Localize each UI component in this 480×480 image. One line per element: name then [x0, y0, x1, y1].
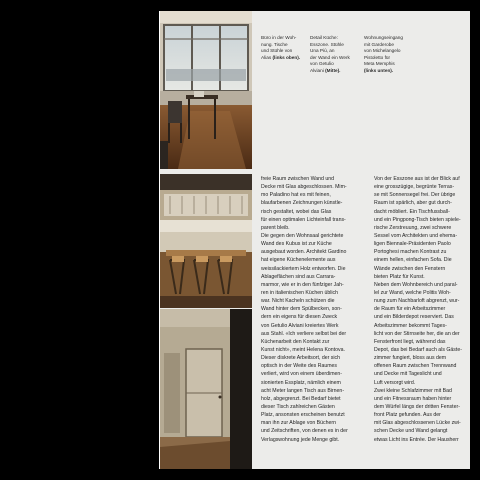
- kitchen-photo-image: [160, 174, 252, 308]
- body-text-line: hat eigene Küchenelemente aus: [261, 257, 336, 264]
- body-text-line: dem Würfel längs der dritten Fenster-: [374, 403, 460, 410]
- body-text-line: mo Paladino hat es mit feinen,: [261, 192, 331, 199]
- caption-office-text: Büro in der Woh- nung. Tische und Stühle von Alias: [261, 35, 297, 60]
- body-text-line: ligen Biennale-Präsidenten Paolo: [374, 241, 451, 248]
- caption-office: [261, 35, 305, 61]
- body-text-line: sionierten Essplatz, nämlich einem: [261, 379, 341, 386]
- body-text-line: bieten Platz für Kunst.: [374, 273, 425, 280]
- body-text-line: Portoghesi machen Kontrast zu: [374, 249, 447, 256]
- body-text-line: Arbeitszimmer bekommt Tages-: [374, 322, 447, 329]
- body-text-line: dieser Tisch zahlreichen Gästen: [261, 403, 335, 410]
- body-text-line: Von der Esszone aus ist der Blick auf: [374, 176, 460, 182]
- body-text-line: ausgebaut worden. Architekt Gardino: [261, 249, 347, 256]
- body-text-line: Decke mit Glas abgeschlossen. Mim-: [261, 184, 347, 191]
- body-text-line: Küchenarbeit den Kontakt zur: [261, 338, 330, 345]
- body-text-line: eine grosszügige, begrünte Terras-: [374, 184, 455, 191]
- magazine-page: [159, 11, 470, 469]
- caption-kitchen: [310, 35, 358, 74]
- body-text-line: rische Zerstreuung, zwei schwere: [374, 224, 452, 231]
- body-text-line: Die gegen den Wohnsaal gerichtete: [261, 232, 344, 239]
- body-text-line: und ein Bilderdepot reserviert. Das: [374, 314, 454, 321]
- body-text-line: holz, abgegrenzt. Bei Bedarf bietet: [261, 395, 341, 402]
- body-text-line: aus Stahl. «Ich verliere selbst bei der: [261, 330, 347, 337]
- body-text-line: und ein Pingpong-Tisch bieten spiele-: [374, 216, 461, 223]
- body-text-line: Fensterfront liegt, während das: [374, 338, 446, 345]
- caption-office-position: (links oben).: [272, 54, 301, 60]
- body-text-line: Kunst nicht», meint Helena Kontova.: [261, 346, 345, 353]
- body-text-line: schen Decke und Wand gelangt: [374, 428, 448, 435]
- body-text-line: Verlagswohnung jede Menge gibt.: [261, 436, 340, 443]
- body-text-line: nung zum Nachbarloft abgrenzt, wur-: [374, 298, 460, 305]
- body-text-line: man ihn zur Ablage von Büchern: [261, 420, 336, 427]
- body-text-line: dern ein eigens für diesen Zweck: [261, 314, 338, 321]
- body-text-line: Wände zwischen den Fenstern: [374, 265, 446, 272]
- kitchen-photo: [160, 174, 252, 308]
- body-text-line: verliert, wird von einem überdimen-: [261, 371, 343, 378]
- body-text-line: marmor, wie er in den fünfziger Jah-: [261, 281, 344, 288]
- body-text-line: licht von der Stirnseite her, die an der: [374, 330, 460, 337]
- body-text-line: de Raum für ein Arbeitszimmer: [374, 306, 446, 313]
- body-text-line: se mit Sonnensegel frei. Der übrige: [374, 192, 456, 199]
- body-text-line: einem hellen, einfachen Sofa. Die: [374, 257, 452, 264]
- body-text-line: risch gestaltet, wobei das Glas: [261, 208, 332, 215]
- body-text-line: dacht möbliert. Ein Tischfussball-: [374, 208, 450, 215]
- body-text-line: lel zur Wand, welche Politis Woh-: [374, 289, 451, 296]
- body-text-line: Depot, das bei Bedarf auch als Gäste-: [374, 346, 462, 353]
- body-text-line: Raum ist spärlich, aber gut durch-: [374, 200, 452, 207]
- body-text-line: für einen optimalen Lichteinfall trans-: [261, 216, 346, 223]
- body-text-right-column: [374, 175, 468, 444]
- body-text-line: von Getulio Alviani kreiertes Werk: [261, 322, 339, 329]
- body-text-left-column: [261, 175, 357, 444]
- body-text-line: offenen Raum zwischen Trennwand: [374, 363, 457, 370]
- body-text-line: front Platz gefunden. Aus der: [374, 412, 441, 419]
- body-text-line: und ein Fitnessraum haben hinter: [374, 395, 452, 402]
- caption-kitchen-position: (Mitte).: [325, 67, 341, 73]
- body-text-line: Dieser diskrete Arbeitsort, der sich: [261, 355, 340, 362]
- body-text-line: Luft versorgt wird.: [374, 379, 416, 386]
- body-text-line: Platz, ansonsten erscheinen benutzt: [261, 412, 345, 419]
- body-text-line: weissilackiertem Holz entworfen. Die: [261, 265, 346, 272]
- body-text-line: mit Glas abgeschlossenen Lücke zwi-: [374, 420, 461, 427]
- body-text-line: parent bleib.: [261, 224, 290, 231]
- caption-entrance: [364, 35, 412, 74]
- office-photo: [160, 11, 252, 169]
- caption-entrance-text: Wohnungseingang mit Garderobe von Michelangelo Pistoletto für Meta Memphis: [364, 35, 404, 66]
- body-text-line: etwas Licht ins Entrée. Der Hausherr: [374, 436, 459, 443]
- body-text-line: Neben dem Wohnbereich und paral-: [374, 281, 458, 288]
- body-text-line: Wand des Kubus ist zur Küche: [261, 241, 332, 248]
- body-text-line: Wand hinter dem Spülbecken, son-: [261, 306, 342, 313]
- body-text-line: und Decke mit Tageslicht und: [374, 371, 442, 378]
- caption-entrance-position: (links unten).: [364, 67, 394, 73]
- body-text-line: Sessel vom Architekten und ehema-: [374, 232, 458, 239]
- body-text-line: war. Nicht Kacheln schützen die: [261, 298, 335, 305]
- body-text-line: ren in italienischen Küchen üblich: [261, 289, 338, 296]
- body-text-line: optisch in der Weite des Raumes: [261, 363, 338, 370]
- caption-kitchen-text: Detail Küche: Esszone. Stühle Una Più, an der Wand ein Werk von Getulio Alviani: [310, 35, 350, 73]
- body-text-line: blaufarbenen Zeichnungen künstle-: [261, 200, 343, 207]
- body-text-line: zimmer fungiert, bloss aus dem: [374, 355, 447, 362]
- office-photo-image: [160, 11, 252, 169]
- body-text-line: Ablageflächen sind aus Carrara-: [261, 273, 336, 280]
- body-text-line: Zwei kleine Schlafzimmer mit Bad: [374, 387, 452, 394]
- body-text-line: freie Raum zwischen Wand und: [261, 176, 335, 182]
- entrance-photo: [160, 309, 252, 469]
- body-text-line: acht Meter langen Tisch aus Birnen-: [261, 387, 345, 394]
- entrance-photo-image: [160, 309, 252, 469]
- body-text-line: und Zeitschriften, von denen es in der: [261, 428, 348, 435]
